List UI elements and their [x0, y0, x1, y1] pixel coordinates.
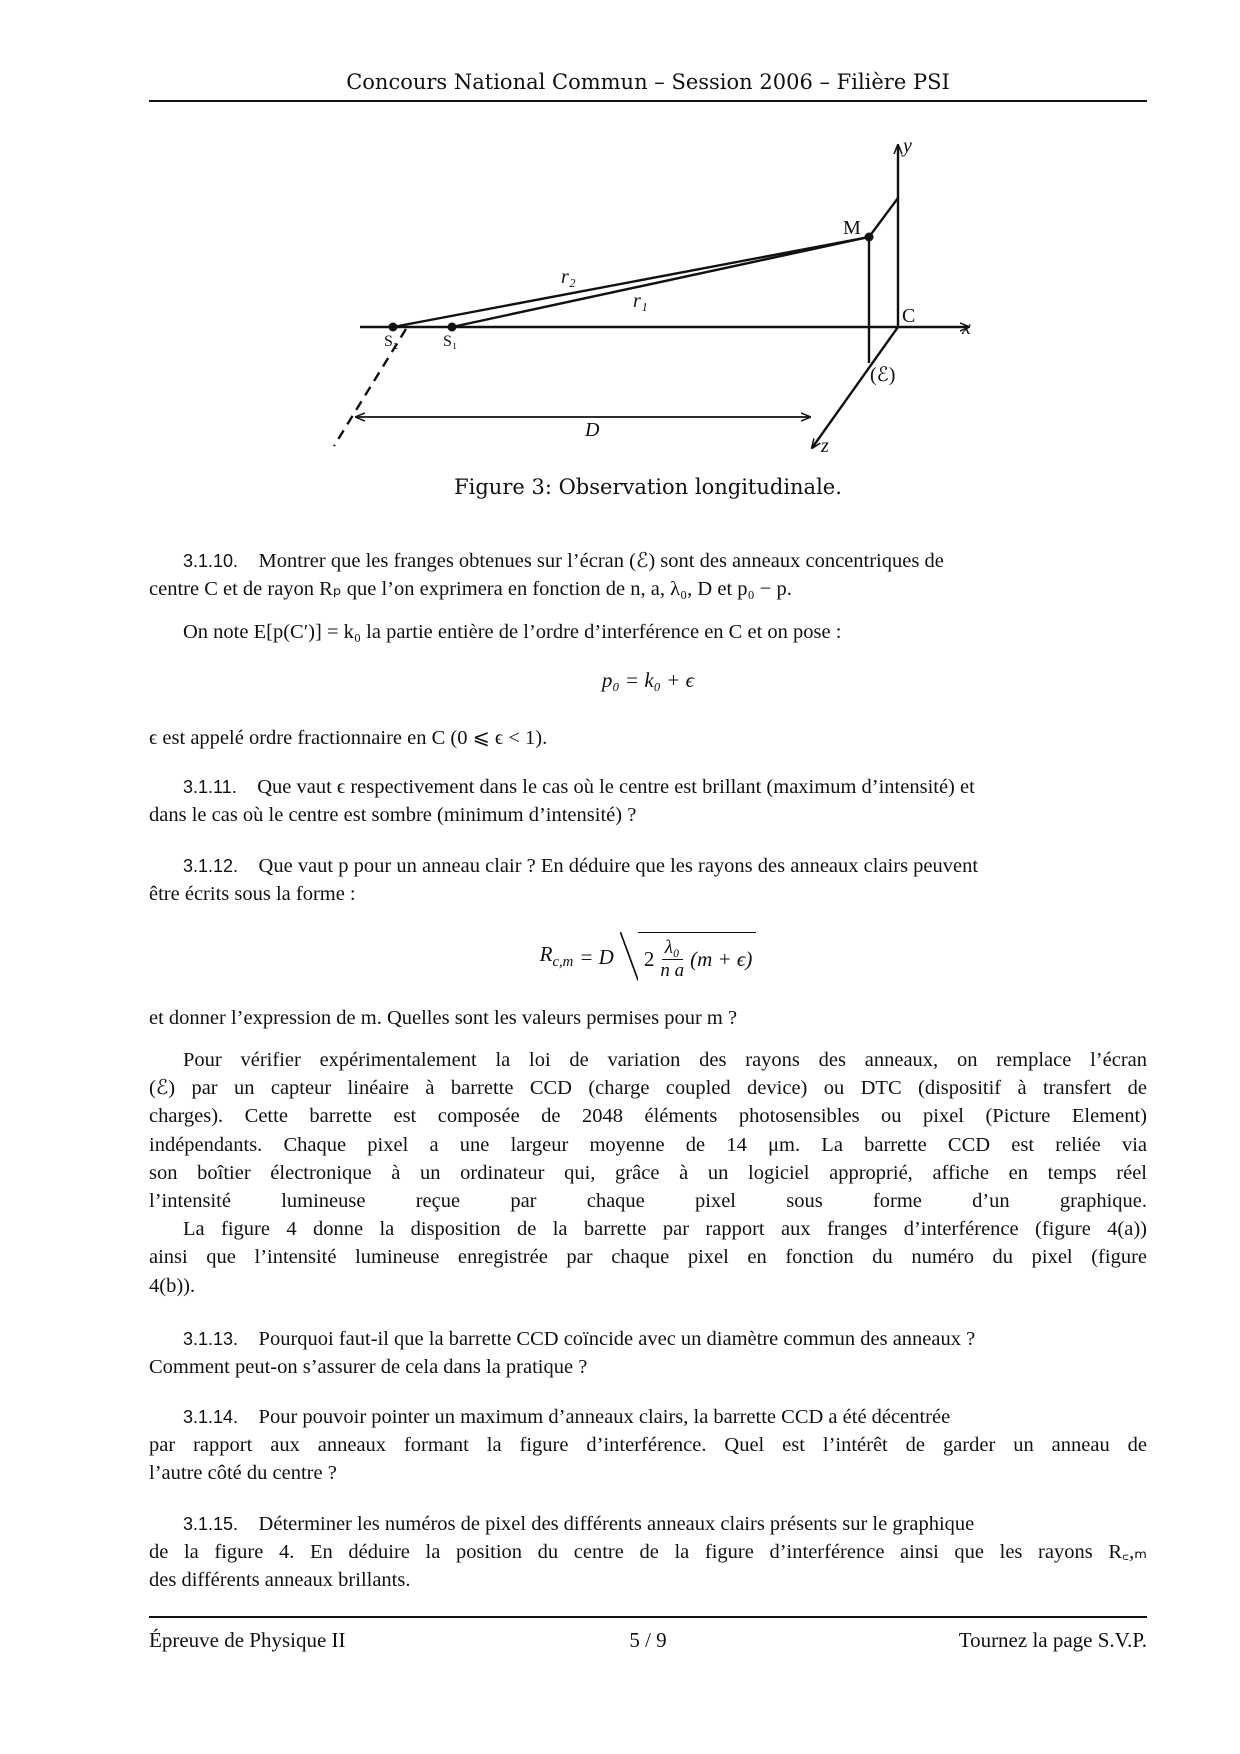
text-line: (ℰ) par un capteur linéaire à barrette CCD (charge coupled device) ou DTC (dispositif à transfert de — [149, 1077, 1147, 1100]
question-number: 3.1.14. — [183, 1407, 239, 1427]
equation-rcm — [149, 932, 1147, 982]
text-line: charges). Cette barrette est composée de 2048 éléments photosensibles ou pixel (Picture Element) — [149, 1105, 1147, 1128]
text-line: ϵ est appelé ordre fractionnaire en C (0 ⩽ ϵ < 1). — [149, 727, 548, 749]
question-3-1-13 — [149, 1325, 1147, 1381]
screen-top-edge — [869, 198, 898, 237]
text-line — [149, 547, 1147, 575]
text-line: son boîtier électronique à un ordinateur qui, grâce à un logiciel approprié, affiche en temps réel — [149, 1161, 1147, 1184]
label-m: M — [843, 217, 861, 239]
equation-p0: p₀ = k₀ + ϵ — [601, 668, 695, 692]
eq-denominator: n a — [660, 960, 685, 981]
question-3-1-11 — [149, 773, 1147, 829]
text-line: 4(b)). — [149, 1274, 196, 1297]
text-line — [149, 773, 1147, 801]
question-number: 3.1.11. — [183, 777, 237, 797]
footer-left: Épreuve de Physique II — [149, 1628, 346, 1652]
text-line: ainsi que l’intensité lumineuse enregistrée par chaque pixel en fonction du numéro du pixel (figure — [149, 1246, 1147, 1269]
text-line: l’intensité lumineuse reçue par chaque pixel sous forme d’un graphique. — [149, 1189, 1147, 1212]
label-x: x — [962, 317, 971, 339]
text-line: des différents anneaux brillants. — [149, 1569, 411, 1592]
question-3-1-15 — [149, 1510, 1147, 1595]
footer-right: Tournez la page S.V.P. — [958, 1628, 1147, 1652]
page-header: Concours National Commun – Session 2006 – Filière PSI — [346, 70, 950, 94]
label-s2: S₂ — [384, 333, 399, 350]
sqrt — [638, 932, 757, 982]
paragraph — [149, 618, 1147, 646]
text-line — [149, 1325, 1147, 1353]
label-z: z — [821, 435, 829, 457]
label-c: C — [902, 305, 916, 327]
question-text: Pour pouvoir pointer un maximum d’anneaux clairs, la barrette CCD a été décentrée — [258, 1406, 951, 1428]
text-line: indépendants. Chaque pixel a une largeur moyenne de 14 μm. La barrette CCD est reliée via — [149, 1133, 1147, 1156]
fraction — [660, 937, 684, 982]
question-number: 3.1.10. — [183, 551, 239, 571]
text-line: La figure 4 donne la disposition de la barrette par rapport aux franges d’interférence (figure 4(a)) — [183, 1218, 1147, 1241]
question-text: Pourquoi faut-il que la barrette CCD coïncide avec un diamètre commun des anneaux ? — [258, 1328, 976, 1350]
eq-numerator: λ₀ — [662, 937, 683, 960]
text-line: l’autre côté du centre ? — [149, 1462, 337, 1485]
question-number: 3.1.13. — [183, 1329, 239, 1349]
eq-two: 2 — [643, 947, 655, 971]
figure-3-diagram — [0, 0, 1240, 470]
text-line: Comment peut-on s’assurer de cela dans la pratique ? — [149, 1356, 588, 1379]
ray-r1 — [452, 237, 869, 327]
eq-lhs: R — [539, 942, 553, 967]
eq-tail: (m + ϵ) — [690, 947, 753, 971]
ray-r2 — [393, 237, 869, 327]
eq-lhs-sub: c,m — [552, 954, 574, 971]
point-s1 — [448, 323, 457, 332]
eq-equals-d: = D — [579, 944, 614, 969]
question-3-1-10 — [149, 547, 1147, 603]
paragraph — [149, 1004, 1147, 1032]
text-line: centre C et de rayon Rₚ que l’on exprimera en fonction de n, a, λ₀, D et p₀ − p. — [149, 578, 792, 601]
question-text: Déterminer les numéros de pixel des différents anneaux clairs présents sur le graphique — [258, 1513, 975, 1535]
label-d: D — [585, 419, 600, 441]
label-r2: r₂ — [561, 266, 576, 288]
label-s1: S₁ — [443, 333, 458, 350]
question-text: Que vaut ϵ respectivement dans le cas où le centre est brillant (maximum d’intensité) et — [257, 776, 975, 798]
paragraph — [149, 1046, 1147, 1300]
point-m — [865, 233, 874, 242]
text-line: de la figure 4. En déduire la position du centre de la figure d’interférence ainsi que les rayons R꜀,ₘ — [149, 1541, 1147, 1564]
question-text: Montrer que les franges obtenues sur l’écran (ℰ) sont des anneaux concentriques de — [258, 550, 944, 572]
label-screen: (ℰ) — [870, 364, 896, 386]
label-r1: r₁ — [633, 290, 648, 312]
text-line: et donner l’expression de m. Quelles sont les valeurs permises pour m ? — [149, 1007, 738, 1029]
text-line: On note E[p(C′)] = k₀ la partie entière de l’ordre d’interférence en C et on pose : — [183, 621, 842, 643]
text-line: Pour vérifier expérimentalement la loi de variation des rayons des anneaux, on remplace l’écran — [183, 1049, 1147, 1071]
label-y: y — [903, 135, 912, 157]
text-line — [149, 852, 1147, 880]
text-line: dans le cas où le centre est sombre (minimum d’intensité) ? — [149, 804, 637, 827]
text-line: par rapport aux anneaux formant la figure d’interférence. Quel est l’intérêt de garder un anneau de — [149, 1434, 1147, 1457]
question-number: 3.1.15. — [183, 1514, 239, 1534]
question-3-1-12 — [149, 852, 1147, 908]
text-line: être écrits sous la forme : — [149, 883, 356, 906]
footer-rule — [149, 1616, 1147, 1618]
question-text: Que vaut p pour un anneau clair ? En déduire que les rayons des anneaux clairs peuvent — [258, 855, 979, 877]
z-axis — [812, 327, 898, 448]
question-3-1-14 — [149, 1403, 1147, 1488]
text-line — [149, 1510, 1147, 1538]
question-number: 3.1.12. — [183, 856, 239, 876]
text-line — [149, 1403, 1147, 1431]
point-s2 — [389, 323, 398, 332]
figure-caption: Figure 3: Observation longitudinale. — [454, 475, 842, 499]
footer-page-number: 5 / 9 — [629, 1628, 667, 1652]
paragraph — [149, 724, 1147, 752]
